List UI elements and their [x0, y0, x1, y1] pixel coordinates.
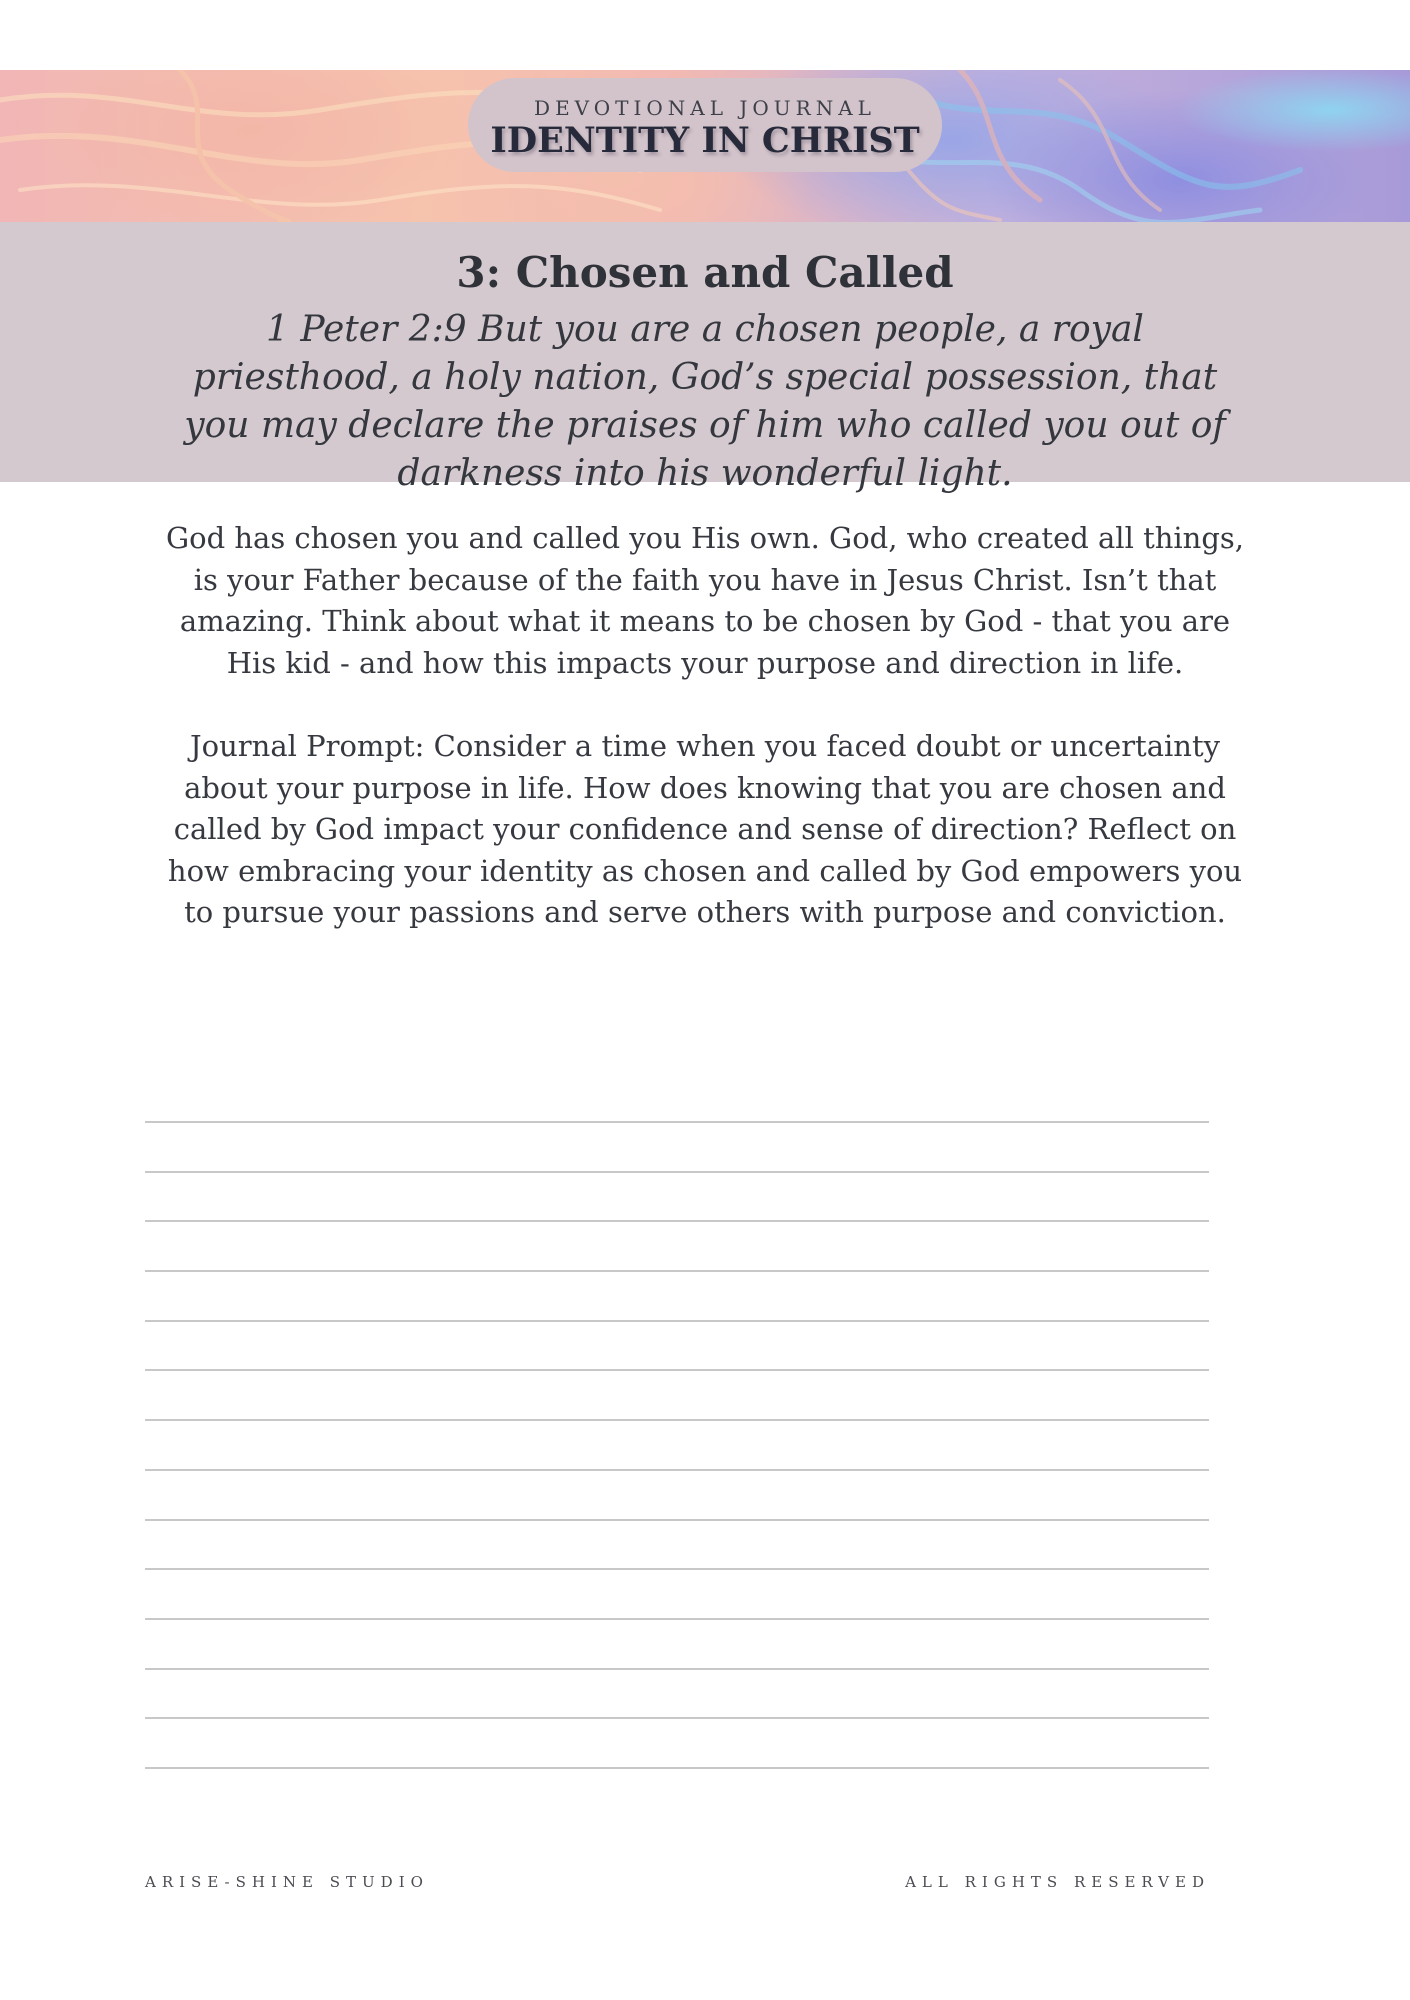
journal-title: IDENTITY IN CHRIST	[490, 120, 920, 161]
writing-line[interactable]	[145, 1568, 1209, 1570]
writing-line[interactable]	[145, 1519, 1209, 1521]
writing-line[interactable]	[145, 1369, 1209, 1371]
writing-line[interactable]	[145, 1171, 1209, 1173]
footer-studio: ARISE-SHINE STUDIO	[145, 1873, 429, 1891]
footer-rights: ALL RIGHTS RESERVED	[905, 1873, 1210, 1891]
verse-band	[0, 222, 1410, 494]
journal-prompt: Journal Prompt: Consider a time when you faced doubt or uncertainty about your purpose in life. How does knowing that you are chosen and called by God impact your confidence and sense of direction? Reflect on how embracing your identity as chosen and called by God empowers you to pursue your passions and serve others with purpose and conviction.	[167, 729, 1243, 929]
writing-line[interactable]	[145, 1767, 1209, 1769]
writing-lines[interactable]	[145, 1121, 1209, 1817]
devotional-paragraph: God has chosen you and called you His own. God, who created all things, is your Father because of the faith you have in Jesus Christ. Isn’t that amazing. Think about what it means to be chosen by God - that you are His kid - and how this impacts your purpose and direction in life.	[165, 521, 1245, 680]
writing-line[interactable]	[145, 1270, 1209, 1272]
writing-line[interactable]	[145, 1419, 1209, 1421]
writing-line[interactable]	[145, 1668, 1209, 1670]
header-title-pill	[468, 78, 942, 172]
writing-line[interactable]	[145, 1121, 1209, 1123]
writing-line[interactable]	[145, 1220, 1209, 1222]
writing-line[interactable]	[145, 1717, 1209, 1719]
header-banner	[0, 70, 1410, 222]
writing-line[interactable]	[145, 1320, 1209, 1322]
writing-line[interactable]	[145, 1469, 1209, 1471]
scripture-verse: 1 Peter 2:9 But you are a chosen people, a royal priesthood, a holy nation, God’s special possession, that you may declare the praises of him who called you out of darkness into his wonderful light.	[184, 309, 1226, 494]
entry-title: 3: Chosen and Called	[456, 248, 954, 297]
writing-line[interactable]	[145, 1618, 1209, 1620]
journal-eyebrow: DEVOTIONAL JOURNAL	[534, 96, 876, 120]
